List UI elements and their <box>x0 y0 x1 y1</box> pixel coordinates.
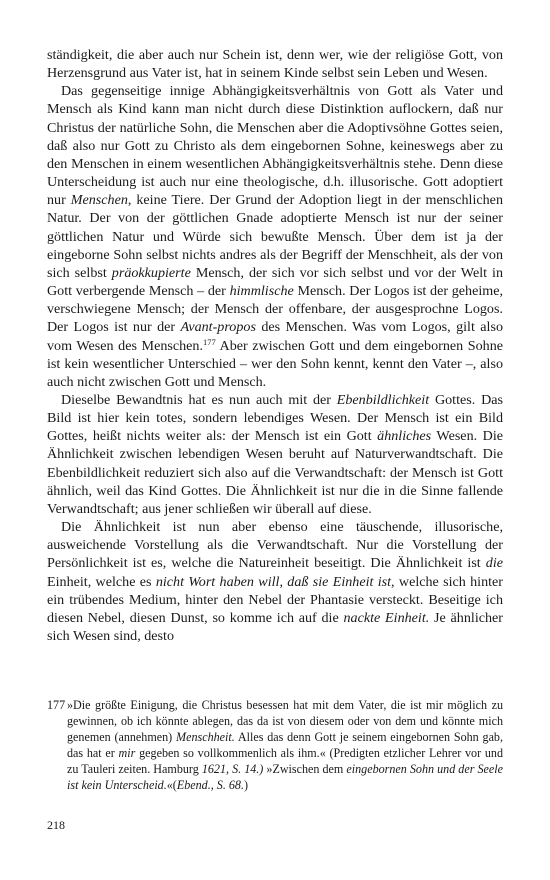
text-run: Einheit, welche es <box>47 573 156 590</box>
main-text-block <box>47 46 503 645</box>
emphasized-text: präokkupierte <box>111 264 191 281</box>
emphasized-text: Menschen <box>70 192 128 209</box>
emphasized-text: Menschheit. <box>176 730 235 744</box>
text-run: Das gegenseitige innige Abhängigkeitsverhältnis von Gott als Vater und Mensch als Kind kann man nicht durch diese Distinktion auflockern, daß nur Christus der natürliche Sohn, die Menschen aber die Adoptivsöhne Gottes seien, daß also nur Gott zu Christo als dem eingebornen Sohne, keineswegs aber zu den Menschen in einem wesentlichen Abhängigkeitsverhältnis stehe. Denn diese Unterscheidung ist auch nur eine theologische, d.h. illusorische. Gott adoptiert nur <box>47 83 503 209</box>
text-run: Je ähnlicher sich Wesen sind, desto <box>47 609 503 644</box>
text-run: Gottes. Das Bild ist hier kein totes, sondern lebendiges Wesen. Der Mensch ist ein Bild Gottes, heißt nichts weiter als: der Mensch ist ein Gott <box>47 391 503 445</box>
text-run: , keine Tiere. Der Grund der Adoption liegt in der menschlichen Natur. Der von der göttlichen Gnade adoptierte Mensch ist nur der seiner göttlichen Natur und Würde sich bewußte Mensch. Über dem ist ja der eingeborne Sohn selbst nichts andres als der Begriff der Menschheit, als der von sich selbst <box>47 192 503 281</box>
emphasized-text: Ebend., S. 68. <box>176 778 245 792</box>
text-run: des Menschen. Was vom Logos, gilt also vom Wesen des Menschen. <box>47 319 503 354</box>
text-run: Mensch. Der Logos ist der geheime, verschwiegene Mensch; der Mensch der offenbare, der ausgesprochne Logos. Der Logos ist nur der <box>47 283 503 336</box>
text-run: »Zwischen dem <box>263 762 347 776</box>
emphasized-text: nicht Wort haben will, daß sie Einheit ist <box>155 573 392 590</box>
text-run: Aber zwischen Gott und dem eingebornen Sohne ist kein wesentlicher Unterschied – wer den Sohn kennt, kennt den Vater –, also auch nicht zwischen Gott und Mensch. <box>47 337 503 390</box>
page-number: 218 <box>47 818 65 832</box>
footnote-number: 177 <box>47 698 66 712</box>
text-run: Die Ähnlichkeit ist nun aber ebenso eine täuschende, illusorische, ausweichende Vorstellung als die Verwandtschaft. Nur die Vorstellung der Persönlichkeit ist es, welche die Natureinheit beseitigt. Die Ähnlichkeit ist <box>47 519 503 572</box>
footnote-text <box>67 697 503 793</box>
paragraph <box>47 82 503 391</box>
emphasized-text: die <box>485 555 503 572</box>
emphasized-text: Avant-propos <box>180 319 256 336</box>
text-run: ständigkeit, die aber auch nur Schein ist, denn wer, wie der religiöse Gott, von Herzensgrund aus Vater ist, hat in seinem Kinde selbst sein Leben und Wesen. <box>47 47 503 82</box>
emphasized-text: himmlische <box>229 283 294 300</box>
text-run: Alles das denn Gott je seinem eingebornen Sohn gab, das hat er <box>67 730 504 760</box>
text-run: Wesen. Die Ähnlichkeit zwischen lebendigen Wesen beruht auf Naturverwandtschaft. Die Ebenbildlichkeit reduziert sich also auf die Verwandtschaft: der Mensch ist Gott ähnlich, weil das Kind Gottes. Die Ähnlichkeit ist nur die in die Sinne fallende Verwandtschaft; aus jener schließen wir überall auf diese. <box>47 428 503 517</box>
text-run: Mensch, der sich vor sich selbst und vor der Welt in Gott verbergende Mensch – der <box>47 264 503 300</box>
emphasized-text: eingebornen Sohn und der Seele ist kein Unterscheid. <box>67 762 503 792</box>
text-run: , welche sich hinter ein trübendes Medium, hinter den Nebel der Phantasie versteckt. Beseitige ich diesen Nebel, diesen Dunst, so komme ich auf die <box>47 573 504 626</box>
footnote-reference: 177 <box>203 336 216 347</box>
text-run: ) <box>244 778 249 792</box>
paragraph <box>47 46 503 82</box>
text-run: Dieselbe Bewandtnis hat es nun auch mit der <box>61 391 337 408</box>
paragraph <box>47 391 503 518</box>
text-run: gegeben so vollkommenlich als ihm.« (Predigten etzlicher Lehrer vor und zu Tauleri zeiten. Hamburg <box>67 746 503 776</box>
paragraph <box>47 518 503 645</box>
emphasized-text: mir <box>118 746 136 760</box>
footnote-177 <box>47 697 503 793</box>
emphasized-text: nackte Einheit. <box>343 609 430 626</box>
text-run: «( <box>166 778 177 792</box>
text-run: »Die größte Einigung, die Christus besessen hat mit dem Vater, die ist mir möglich zu gewinnen, ob ich könnte ablegen, das da ist von diesem oder von dem und könnte mich genemen (annehmen) <box>67 698 503 744</box>
emphasized-text: Ebenbildlichkeit <box>336 391 430 408</box>
emphasized-text: 1621, S. 14.) <box>201 762 264 776</box>
emphasized-text: ähnliches <box>377 428 432 445</box>
